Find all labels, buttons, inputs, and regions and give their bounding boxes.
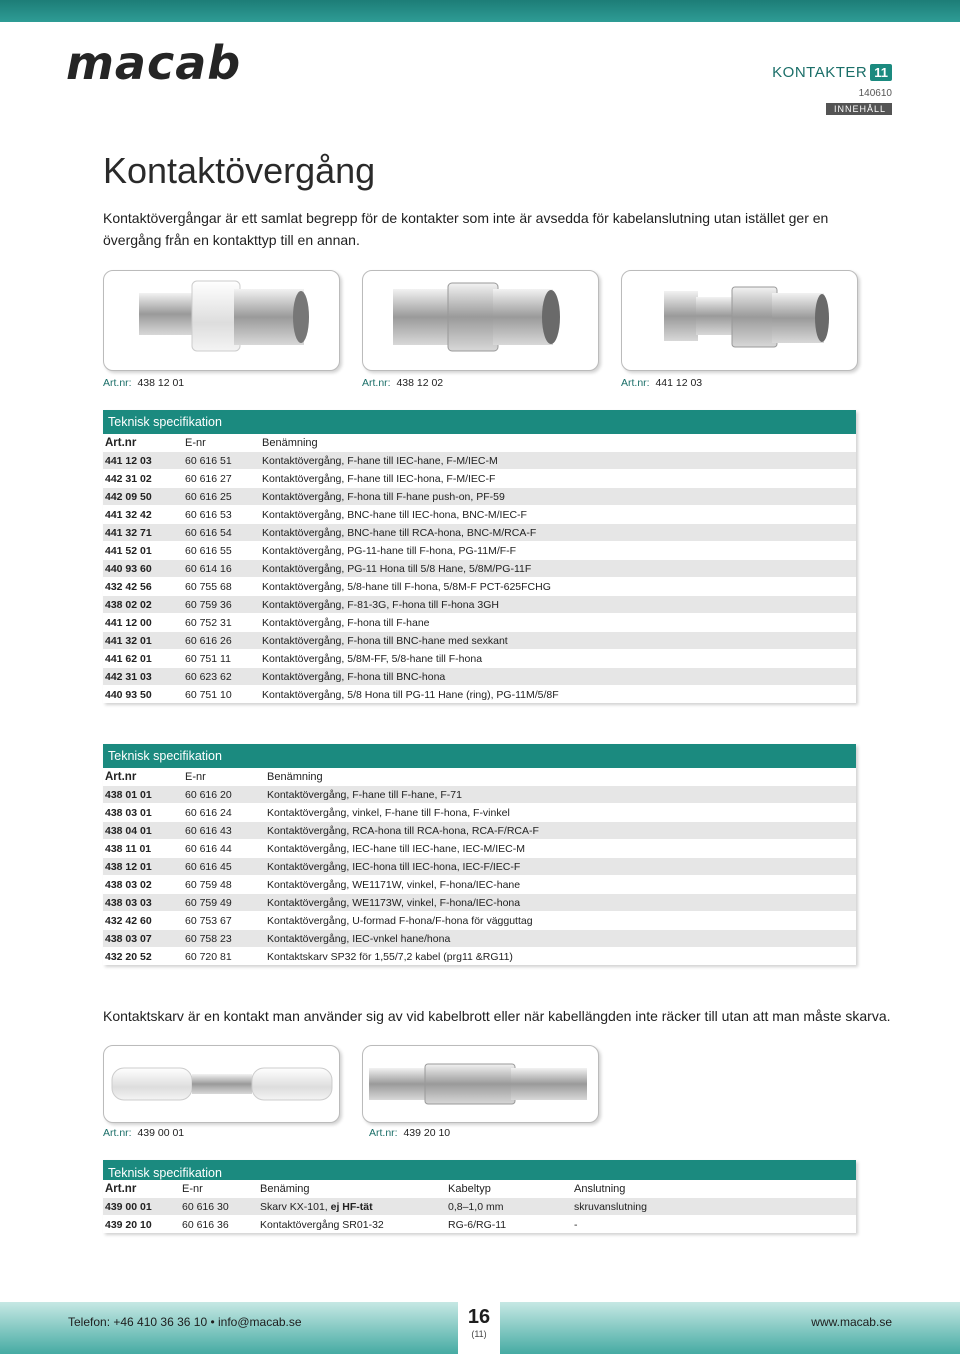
table-row [103, 578, 856, 596]
cell-enr: 60 623 62 [183, 668, 260, 686]
cell-enr: 60 759 49 [183, 894, 265, 912]
cell-enr: 60 616 51 [183, 452, 260, 470]
cell-artnr: 441 32 42 [103, 506, 183, 524]
col-header-enr: E-nr [185, 436, 206, 449]
cell-enr: 60 751 10 [183, 686, 260, 704]
cell-enr: 60 758 23 [183, 930, 265, 948]
cell-enr: 60 616 26 [183, 632, 260, 650]
spec-table-body [103, 768, 856, 965]
cell-artnr: 441 32 71 [103, 524, 183, 542]
cell-benamning: Kontaktövergång, F-hona till F-hane push-on, PF-59 [260, 488, 856, 506]
cell-enr: 60 616 53 [183, 506, 260, 524]
cell-enr: 60 751 11 [183, 650, 260, 668]
cell-benaming: Skarv KX-101, ej HF-tät [258, 1198, 446, 1216]
top-band [0, 0, 960, 22]
col-header-benamning: Benämning [262, 436, 318, 449]
spec-table-2 [103, 744, 856, 965]
cell-benamning: Kontaktövergång, 5/8 Hona till PG-11 Hane (ring), PG-11M/5/8F [260, 686, 856, 704]
col-header-artnr: Art.nr [105, 436, 137, 449]
table-row [103, 650, 856, 668]
cell-anslutning: skruvanslutning [572, 1198, 856, 1216]
cell-artnr: 441 52 01 [103, 542, 183, 560]
cell-benamning: Kontaktövergång, WE1171W, vinkel, F-hona/IEC-hane [265, 876, 856, 894]
toc-link[interactable]: INNEHÅLL [826, 103, 892, 115]
col-header-benamning: Benämning [267, 770, 323, 783]
cell-benamning: Kontaktövergång, IEC-hane till IEC-hane, IEC-M/IEC-M [265, 840, 856, 858]
cell-enr: 60 616 20 [183, 786, 265, 804]
table-row [103, 786, 856, 804]
spec-table-1 [103, 410, 856, 703]
table-row [103, 1216, 856, 1234]
cell-benamning: Kontaktövergång, BNC-hane till IEC-hona, BNC-M/IEC-F [260, 506, 856, 524]
cell-benamning: Kontaktövergång, F-hona till F-hane [260, 614, 856, 632]
col-header-benaming: Benäming [260, 1182, 310, 1195]
table-row [103, 506, 856, 524]
cell-artnr: 432 42 56 [103, 578, 183, 596]
cell-enr: 60 616 54 [183, 524, 260, 542]
cell-benamning: Kontaktövergång, RCA-hona till RCA-hona, RCA-F/RCA-F [265, 822, 856, 840]
splice-image [104, 1046, 339, 1122]
cell-anslutning: - [572, 1216, 856, 1234]
cell-benamning: Kontaktövergång, BNC-hane till RCA-hona, BNC-M/RCA-F [260, 524, 856, 542]
cell-enr: 60 616 24 [183, 804, 265, 822]
table-row [103, 614, 856, 632]
cell-enr: 60 616 27 [183, 470, 260, 488]
cell-enr: 60 616 45 [183, 858, 265, 876]
table-row [103, 524, 856, 542]
cell-artnr: 438 03 03 [103, 894, 183, 912]
product-photo-438-12-02 [362, 270, 599, 371]
table-row [103, 858, 856, 876]
table-row [103, 632, 856, 650]
spec-title: Teknisk specifikation [103, 1160, 856, 1180]
cell-enr: 60 616 36 [180, 1216, 258, 1234]
page-number: 16 [467, 1306, 491, 1328]
table-header-row [103, 768, 856, 786]
cell-benamning: Kontaktövergång, vinkel, F-hane till F-hona, F-vinkel [265, 804, 856, 822]
cell-benamning: Kontaktövergång, PG-11 Hona till 5/8 Hane, 5/8M/PG-11F [260, 560, 856, 578]
cell-kabeltyp: 0,8–1,0 mm [446, 1198, 572, 1216]
footer-contact: Telefon: +46 410 36 36 10 • info@macab.se [68, 1315, 302, 1329]
product-photo-439-00-01 [103, 1045, 340, 1123]
section-heading [772, 64, 892, 82]
cell-artnr: 438 01 01 [103, 786, 183, 804]
cell-benamning: Kontaktövergång, IEC-vnkel hane/hona [265, 930, 856, 948]
table-header-row [103, 1180, 856, 1198]
table-row [103, 542, 856, 560]
cell-benamning: Kontaktövergång, U-formad F-hona/F-hona för vägguttag [265, 912, 856, 930]
cell-artnr: 442 31 02 [103, 470, 183, 488]
cell-artnr: 441 12 03 [103, 452, 183, 470]
art-label-5: Art.nr: 439 20 10 [369, 1127, 451, 1139]
splice-image [363, 1046, 598, 1122]
document-date: 140610 [858, 88, 892, 99]
cell-enr: 60 753 67 [183, 912, 265, 930]
cell-artnr: 442 31 03 [103, 668, 183, 686]
cell-benamning: Kontaktövergång, F-hona till BNC-hona [260, 668, 856, 686]
table-row [103, 668, 856, 686]
table-row [103, 894, 856, 912]
col-header-artnr: Art.nr [105, 770, 137, 783]
col-header-enr: E-nr [185, 770, 206, 783]
table-row [103, 1198, 856, 1216]
footer-website[interactable]: www.macab.se [811, 1315, 892, 1329]
table-row [103, 470, 856, 488]
cell-artnr: 438 04 01 [103, 822, 183, 840]
spec-title: Teknisk specifikation [103, 744, 856, 768]
table-row [103, 912, 856, 930]
adapter-image [104, 271, 339, 370]
product-photo-438-12-01 [103, 270, 340, 371]
cell-enr: 60 759 48 [183, 876, 265, 894]
cell-enr: 60 720 81 [183, 948, 265, 966]
cell-artnr: 438 03 07 [103, 930, 183, 948]
cell-artnr: 438 03 02 [103, 876, 183, 894]
art-label-3: Art.nr: 441 12 03 [621, 377, 703, 389]
product-photo-441-12-03 [621, 270, 858, 371]
page-title: Kontaktövergång [103, 150, 376, 191]
spec-title: Teknisk specifikation [103, 410, 856, 434]
table-row [103, 948, 856, 966]
cell-artnr: 441 62 01 [103, 650, 183, 668]
cell-artnr: 441 12 00 [103, 614, 183, 632]
col-header-kabeltyp: Kabeltyp [448, 1182, 491, 1195]
col-header-enr: E-nr [182, 1182, 203, 1195]
section-number-badge: 11 [870, 64, 892, 81]
cell-enr: 60 616 25 [183, 488, 260, 506]
cell-benamning: Kontaktövergång, F-hona till BNC-hane med sexkant [260, 632, 856, 650]
header-section [772, 64, 892, 117]
cell-artnr: 432 20 52 [103, 948, 183, 966]
cell-enr: 60 616 55 [183, 542, 260, 560]
cell-enr: 60 616 43 [183, 822, 265, 840]
cell-artnr: 439 00 01 [103, 1198, 180, 1216]
section-label: KONTAKTER [772, 64, 868, 81]
spec-table-body [103, 434, 856, 703]
spec-table-3 [103, 1160, 856, 1233]
cell-benamning: Kontaktövergång, F-hane till F-hane, F-71 [265, 786, 856, 804]
art-label-1: Art.nr: 438 12 01 [103, 377, 185, 389]
adapter-image [363, 271, 598, 370]
cell-benamning: Kontaktövergång, WE1173W, vinkel, F-hona/IEC-hona [265, 894, 856, 912]
art-label-4: Art.nr: 439 00 01 [103, 1127, 185, 1139]
cell-enr: 60 752 31 [183, 614, 260, 632]
cell-enr: 60 614 16 [183, 560, 260, 578]
cell-artnr: 438 03 01 [103, 804, 183, 822]
cell-artnr: 438 12 01 [103, 858, 183, 876]
page-subnumber: (11) [471, 1329, 487, 1339]
cell-benamning: Kontaktövergång, PG-11-hane till F-hona, PG-11M/F-F [260, 542, 856, 560]
cell-artnr: 442 09 50 [103, 488, 183, 506]
splice-paragraph: Kontaktskarv är en kontakt man använder sig av vid kabelbrott eller när kabellängden inte räcker till utan att man måste skarva. [103, 1008, 891, 1024]
cell-benamning: Kontaktövergång, 5/8-hane till F-hona, 5/8M-F PCT-625FCHG [260, 578, 856, 596]
macab-logo: macab [66, 36, 242, 90]
page-number-box [458, 1294, 500, 1354]
cell-artnr: 440 93 60 [103, 560, 183, 578]
spec-table-body [103, 1180, 856, 1233]
table-row [103, 452, 856, 470]
col-header-artnr: Art.nr [105, 1182, 137, 1195]
cell-benamning: Kontaktövergång, IEC-hona till IEC-hona, IEC-F/IEC-F [265, 858, 856, 876]
table-row [103, 822, 856, 840]
cell-artnr: 438 11 01 [103, 840, 183, 858]
table-row [103, 488, 856, 506]
art-label-2: Art.nr: 438 12 02 [362, 377, 444, 389]
cell-enr: 60 759 36 [183, 596, 260, 614]
cell-artnr: 439 20 10 [103, 1216, 180, 1234]
cell-benamning: Kontaktövergång, F-hane till IEC-hona, F-M/IEC-F [260, 470, 856, 488]
table-row [103, 804, 856, 822]
cell-artnr: 432 42 60 [103, 912, 183, 930]
cell-benamning: Kontaktövergång, 5/8M-FF, 5/8-hane till F-hona [260, 650, 856, 668]
intro-text: Kontaktövergångar är ett samlat begrepp för de kontakter som inte är avsedda för kabelanslutning utan istället ger en övergång från en kontakttyp till en annan. [103, 210, 829, 248]
cell-enr: 60 616 30 [180, 1198, 258, 1216]
cell-benamning: Kontaktövergång, F-hane till IEC-hane, F-M/IEC-M [260, 452, 856, 470]
table-row [103, 840, 856, 858]
table-row [103, 560, 856, 578]
product-photo-439-20-10 [362, 1045, 599, 1123]
cell-benamning: Kontaktövergång, F-81-3G, F-hona till F-hona 3GH [260, 596, 856, 614]
cell-benamning: Kontaktskarv SP32 för 1,55/7,2 kabel (prg11 &RG11) [265, 948, 856, 966]
cell-artnr: 440 93 50 [103, 686, 183, 704]
table-row [103, 686, 856, 704]
cell-kabeltyp: RG-6/RG-11 [446, 1216, 572, 1234]
table-row [103, 930, 856, 948]
table-header-row [103, 434, 856, 452]
adapter-image [622, 271, 857, 370]
table-row [103, 596, 856, 614]
cell-enr: 60 755 68 [183, 578, 260, 596]
table-row [103, 876, 856, 894]
col-header-anslutning: Anslutning [574, 1182, 626, 1195]
cell-enr: 60 616 44 [183, 840, 265, 858]
cell-benaming: Kontaktövergång SR01-32 [258, 1216, 446, 1234]
cell-artnr: 441 32 01 [103, 632, 183, 650]
cell-artnr: 438 02 02 [103, 596, 183, 614]
